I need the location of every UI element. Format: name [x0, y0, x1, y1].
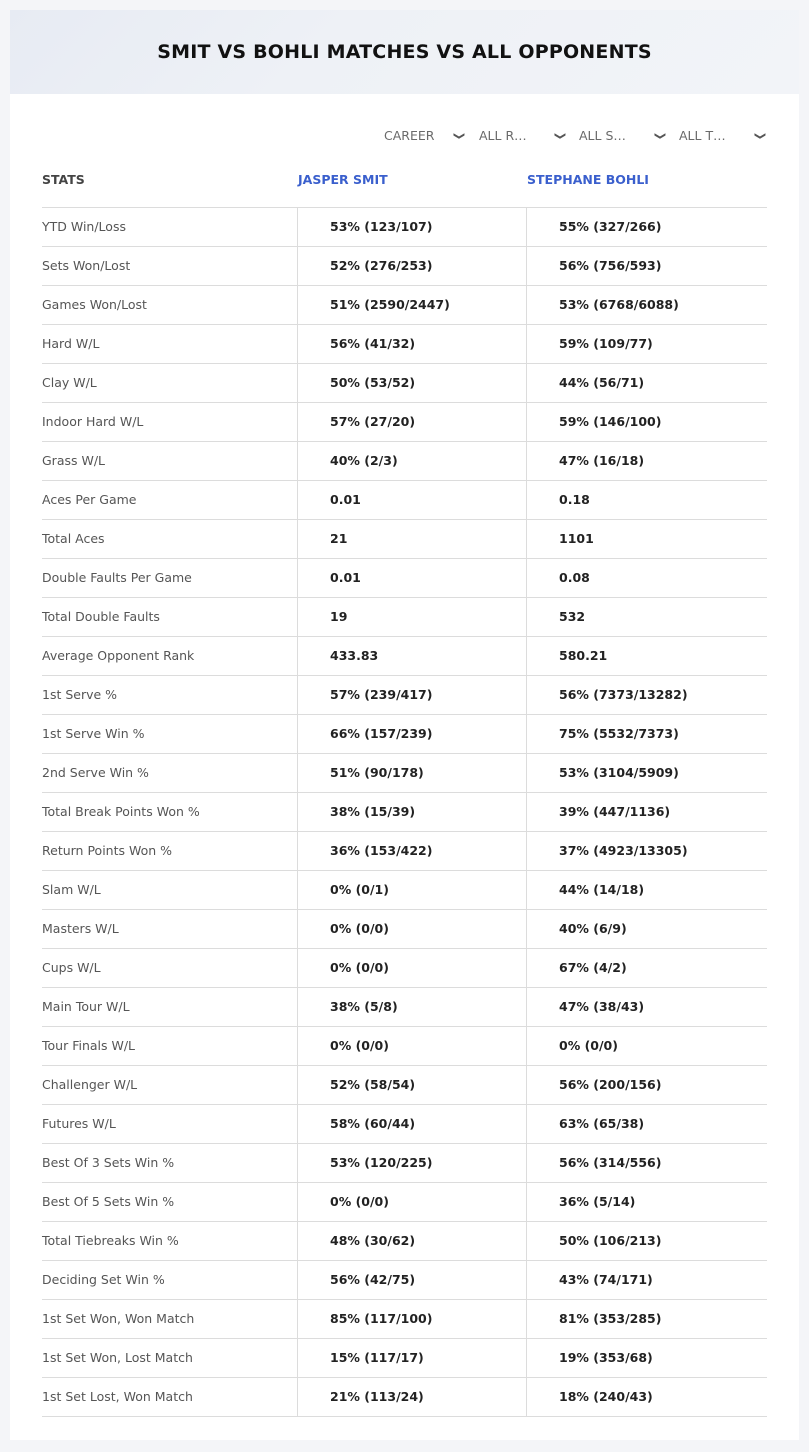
card-header — [10, 10, 799, 94]
player1-value: 51% (90/178) — [297, 754, 526, 792]
player1-value: 53% (123/107) — [297, 208, 526, 246]
player1-value: 56% (42/75) — [297, 1261, 526, 1299]
player2-value: 50% (106/213) — [526, 1222, 767, 1260]
table-row — [42, 286, 767, 325]
table-row — [42, 325, 767, 364]
player1-value: 57% (239/417) — [297, 676, 526, 714]
player1-value: 56% (41/32) — [297, 325, 526, 363]
table-row — [42, 871, 767, 910]
filter-round-dropdown[interactable] — [479, 126, 565, 146]
stat-label: Total Aces — [42, 531, 105, 546]
table-row — [42, 1027, 767, 1066]
column-header-player1-link[interactable]: JASPER SMIT — [298, 172, 388, 187]
player2-value: 39% (447/1136) — [526, 793, 767, 831]
table-row — [42, 403, 767, 442]
player1-value: 21 — [297, 520, 526, 558]
player2-value: 18% (240/43) — [526, 1378, 767, 1416]
filter-tournament-label: ALL T… — [679, 128, 726, 143]
player1-value: 0% (0/0) — [297, 910, 526, 948]
player1-value: 52% (58/54) — [297, 1066, 526, 1104]
table-row — [42, 988, 767, 1027]
filter-surface-dropdown[interactable] — [579, 126, 665, 146]
table-row — [42, 559, 767, 598]
stat-label: YTD Win/Loss — [42, 219, 126, 234]
table-row — [42, 1066, 767, 1105]
stat-label: 1st Set Won, Won Match — [42, 1311, 195, 1326]
player1-value: 53% (120/225) — [297, 1144, 526, 1182]
player1-value: 66% (157/239) — [297, 715, 526, 753]
player2-value: 43% (74/171) — [526, 1261, 767, 1299]
stat-label: 1st Set Lost, Won Match — [42, 1389, 193, 1404]
table-row — [42, 910, 767, 949]
player1-value: 15% (117/17) — [297, 1339, 526, 1377]
player2-value: 44% (56/71) — [526, 364, 767, 402]
player1-value: 38% (5/8) — [297, 988, 526, 1026]
chevron-down-icon: ❯ — [753, 131, 766, 141]
table-body — [42, 208, 767, 1417]
player1-value: 21% (113/24) — [297, 1378, 526, 1416]
stat-label: Hard W/L — [42, 336, 100, 351]
stat-label: Total Double Faults — [42, 609, 160, 624]
chevron-down-icon: ❯ — [653, 131, 666, 141]
chevron-down-icon: ❯ — [553, 131, 566, 141]
player1-value: 0% (0/1) — [297, 871, 526, 909]
player1-value: 51% (2590/2447) — [297, 286, 526, 324]
player2-value: 67% (4/2) — [526, 949, 767, 987]
player2-value: 47% (38/43) — [526, 988, 767, 1026]
stat-label: Indoor Hard W/L — [42, 414, 144, 429]
page-title: SMIT VS BOHLI MATCHES VS ALL OPPONENTS — [157, 41, 652, 63]
table-row — [42, 247, 767, 286]
player2-value: 1101 — [526, 520, 767, 558]
table-row — [42, 1300, 767, 1339]
stat-label: 1st Set Won, Lost Match — [42, 1350, 193, 1365]
player2-value: 47% (16/18) — [526, 442, 767, 480]
player1-value: 85% (117/100) — [297, 1300, 526, 1338]
player1-value: 52% (276/253) — [297, 247, 526, 285]
table-row — [42, 676, 767, 715]
stat-label: Best Of 5 Sets Win % — [42, 1194, 175, 1209]
player1-value: 0.01 — [297, 559, 526, 597]
player2-value: 44% (14/18) — [526, 871, 767, 909]
player1-value: 58% (60/44) — [297, 1105, 526, 1143]
stat-label: Double Faults Per Game — [42, 570, 192, 585]
column-header-stats: STATS — [42, 172, 85, 187]
stats-table — [42, 162, 767, 1417]
player2-value: 75% (5532/7373) — [526, 715, 767, 753]
stat-label: Total Break Points Won % — [42, 804, 200, 819]
player2-value: 53% (6768/6088) — [526, 286, 767, 324]
stat-label: Tour Finals W/L — [42, 1038, 136, 1053]
stat-label: Games Won/Lost — [42, 297, 147, 312]
player2-value: 59% (109/77) — [526, 325, 767, 363]
player2-value: 40% (6/9) — [526, 910, 767, 948]
chevron-down-icon: ❯ — [452, 131, 465, 141]
player2-value: 0.08 — [526, 559, 767, 597]
player2-value: 19% (353/68) — [526, 1339, 767, 1377]
player2-value: 56% (314/556) — [526, 1144, 767, 1182]
column-header-player2-link[interactable]: STEPHANE BOHLI — [527, 172, 649, 187]
filter-period-dropdown[interactable] — [384, 126, 464, 146]
player2-value: 580.21 — [526, 637, 767, 675]
table-row — [42, 1222, 767, 1261]
player1-value: 48% (30/62) — [297, 1222, 526, 1260]
table-row — [42, 1144, 767, 1183]
player1-value: 433.83 — [297, 637, 526, 675]
stat-label: Challenger W/L — [42, 1077, 138, 1092]
player2-value: 0% (0/0) — [526, 1027, 767, 1065]
player1-value: 0% (0/0) — [297, 1027, 526, 1065]
player2-value: 55% (327/266) — [526, 208, 767, 246]
stat-label: Clay W/L — [42, 375, 97, 390]
player1-value: 38% (15/39) — [297, 793, 526, 831]
filter-surface-label: ALL S… — [579, 128, 626, 143]
filter-round-label: ALL R… — [479, 128, 527, 143]
table-row — [42, 1378, 767, 1417]
table-row — [42, 1105, 767, 1144]
table-row — [42, 637, 767, 676]
stat-label: 2nd Serve Win % — [42, 765, 149, 780]
stat-label: Cups W/L — [42, 960, 101, 975]
player2-value: 63% (65/38) — [526, 1105, 767, 1143]
stat-label: Total Tiebreaks Win % — [42, 1233, 179, 1248]
table-row — [42, 442, 767, 481]
player1-value: 36% (153/422) — [297, 832, 526, 870]
table-row — [42, 715, 767, 754]
stat-label: Return Points Won % — [42, 843, 173, 858]
table-row — [42, 1183, 767, 1222]
table-row — [42, 208, 767, 247]
table-row — [42, 520, 767, 559]
stat-label: Deciding Set Win % — [42, 1272, 165, 1287]
player1-value: 50% (53/52) — [297, 364, 526, 402]
stat-label: Grass W/L — [42, 453, 106, 468]
player2-value: 59% (146/100) — [526, 403, 767, 441]
stat-label: Futures W/L — [42, 1116, 116, 1131]
player2-value: 81% (353/285) — [526, 1300, 767, 1338]
filter-tournament-dropdown[interactable] — [679, 126, 765, 146]
table-row — [42, 598, 767, 637]
stat-label: Best Of 3 Sets Win % — [42, 1155, 175, 1170]
player2-value: 56% (756/593) — [526, 247, 767, 285]
stat-label: 1st Serve % — [42, 687, 118, 702]
player1-value: 40% (2/3) — [297, 442, 526, 480]
table-row — [42, 1261, 767, 1300]
player1-value: 19 — [297, 598, 526, 636]
stat-label: Sets Won/Lost — [42, 258, 131, 273]
table-row — [42, 949, 767, 988]
stat-label: Aces Per Game — [42, 492, 137, 507]
table-row — [42, 793, 767, 832]
player2-value: 56% (7373/13282) — [526, 676, 767, 714]
player1-value: 0.01 — [297, 481, 526, 519]
table-row — [42, 832, 767, 871]
table-row — [42, 1339, 767, 1378]
player2-value: 36% (5/14) — [526, 1183, 767, 1221]
player2-value: 0.18 — [526, 481, 767, 519]
table-row — [42, 364, 767, 403]
table-row — [42, 754, 767, 793]
stat-label: Main Tour W/L — [42, 999, 130, 1014]
stat-label: Average Opponent Rank — [42, 648, 195, 663]
player2-value: 37% (4923/13305) — [526, 832, 767, 870]
stats-card — [10, 10, 799, 1440]
player1-value: 0% (0/0) — [297, 949, 526, 987]
filter-period-label: CAREER — [384, 128, 435, 143]
stat-label: Slam W/L — [42, 882, 101, 897]
player1-value: 57% (27/20) — [297, 403, 526, 441]
player2-value: 56% (200/156) — [526, 1066, 767, 1104]
player2-value: 532 — [526, 598, 767, 636]
table-row — [42, 481, 767, 520]
player1-value: 0% (0/0) — [297, 1183, 526, 1221]
stat-label: 1st Serve Win % — [42, 726, 145, 741]
table-header — [42, 162, 767, 208]
stat-label: Masters W/L — [42, 921, 119, 936]
filter-bar — [10, 126, 799, 146]
player2-value: 53% (3104/5909) — [526, 754, 767, 792]
